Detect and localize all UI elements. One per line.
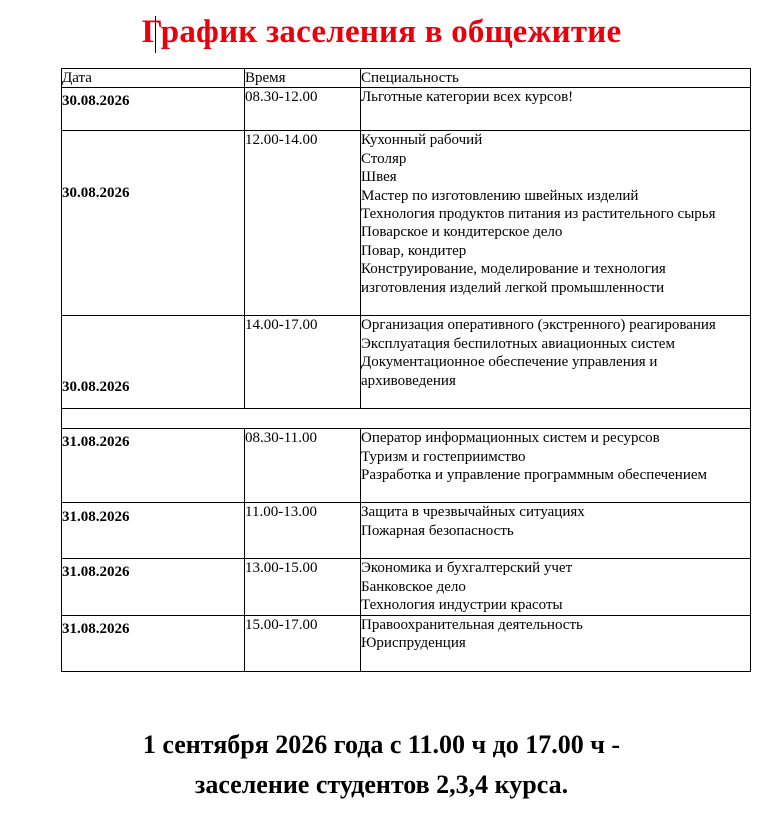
header-specialty: Специальность <box>361 69 751 88</box>
table-row <box>62 316 751 409</box>
specialty-item: Защита в чрезвычайных ситуациях <box>361 504 585 521</box>
row-specialties <box>361 131 751 316</box>
specialty-item: Экономика и бухгалтерский учет <box>361 560 573 577</box>
row-specialties <box>361 559 751 615</box>
specialty-item: Повар, кондитер <box>361 242 467 259</box>
row-date: 31.08.2026 <box>62 559 245 615</box>
table-header-row <box>62 69 751 88</box>
specialty-item: Документационное обеспечение управления и архивоведения <box>361 354 658 389</box>
specialty-item: Юриспруденция <box>361 635 466 652</box>
row-specialties <box>361 615 751 671</box>
specialty-item: Технология индустрии красоты <box>361 597 563 614</box>
specialty-item: Конструирование, моделирование и технология изготовления изделий легкой промышленности <box>361 261 666 296</box>
row-specialties <box>361 429 751 503</box>
footer-line-1: 1 сентября 2026 года с 11.00 ч до 17.00 ч - <box>142 730 621 759</box>
specialty-item: Столяр <box>361 150 407 167</box>
specialty-item: Мастер по изготовлению швейных изделий <box>361 187 639 204</box>
specialty-item: Технология продуктов питания из растительного сырья <box>361 206 716 223</box>
row-specialties <box>361 503 751 559</box>
row-time: 13.00-15.00 <box>245 559 361 615</box>
row-date: 30.08.2026 <box>62 316 245 409</box>
specialty-item: Поварское и кондитерское дело <box>361 224 563 241</box>
footer-note <box>0 725 763 805</box>
specialty-item: Организация оперативного (экстренного) реагирования <box>361 317 716 334</box>
specialty-item: Банковское дело <box>361 578 466 595</box>
row-time: 08.30-11.00 <box>245 429 361 503</box>
row-date: 31.08.2026 <box>62 615 245 671</box>
specialty-item: Разработка и управление программным обеспечением <box>361 467 708 484</box>
table-row <box>62 615 751 671</box>
row-time: 11.00-13.00 <box>245 503 361 559</box>
specialty-item: Правоохранительная деятельность <box>361 616 583 633</box>
row-time: 08.30-12.00 <box>245 88 361 131</box>
row-date: 30.08.2026 <box>62 88 245 131</box>
table-row <box>62 88 751 131</box>
table-row <box>62 131 751 316</box>
row-date: 31.08.2026 <box>62 503 245 559</box>
header-time: Время <box>245 69 361 88</box>
row-time: 14.00-17.00 <box>245 316 361 409</box>
specialty-item: Кухонный рабочий <box>361 132 483 149</box>
spacer-row <box>62 409 751 429</box>
row-specialties <box>361 316 751 409</box>
table-row <box>62 503 751 559</box>
spacer-cell <box>62 409 751 429</box>
row-date: 31.08.2026 <box>62 429 245 503</box>
footer-line-2: заселение студентов 2,3,4 курса. <box>194 770 569 799</box>
table-row <box>62 429 751 503</box>
row-time: 15.00-17.00 <box>245 615 361 671</box>
row-date: 30.08.2026 <box>62 131 245 316</box>
page-title: График заселения в общежитие <box>141 14 622 50</box>
specialty-item: Льготные категории всех курсов! <box>361 89 574 106</box>
row-time: 12.00-14.00 <box>245 131 361 316</box>
specialty-item: Пожарная безопасность <box>361 522 514 539</box>
specialty-item: Эксплуатация беспилотных авиационных систем <box>361 335 675 352</box>
schedule-table <box>61 68 751 672</box>
row-specialties <box>361 88 751 131</box>
specialty-item: Швея <box>361 169 397 186</box>
specialty-item: Туризм и гостеприимство <box>361 448 526 465</box>
specialty-item: Оператор информационных систем и ресурсов <box>361 430 660 447</box>
table-row <box>62 559 751 615</box>
header-date: Дата <box>62 69 245 88</box>
